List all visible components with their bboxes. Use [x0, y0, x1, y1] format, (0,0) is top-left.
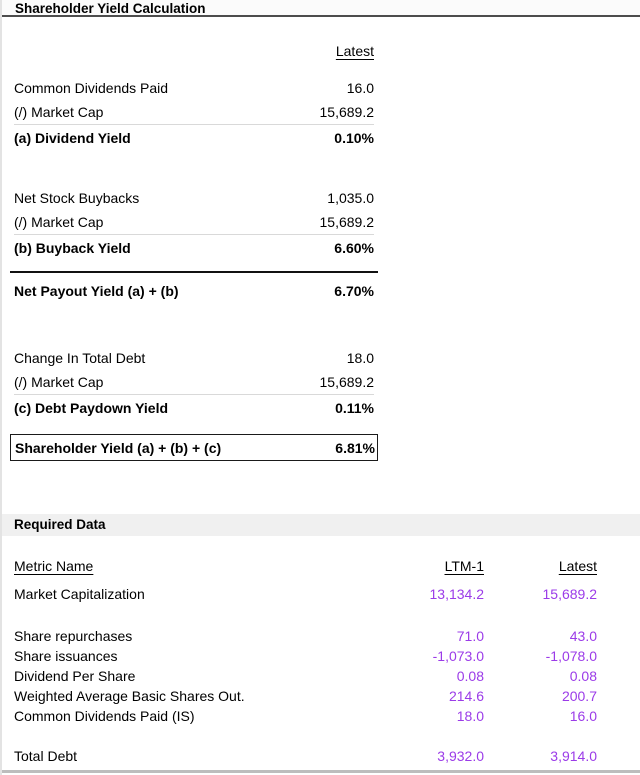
calc-row-net-buybacks — [14, 185, 374, 210]
cell-value: 0.11% — [335, 399, 374, 416]
required-block-market-cap — [14, 584, 597, 604]
calc-row-market-cap — [14, 210, 374, 235]
cell-label: Market Capitalization — [14, 586, 145, 602]
cell-value-latest: 3,914.0 — [550, 748, 597, 764]
calc-row-buyback-yield — [14, 235, 374, 260]
calc-row-common-dividends — [14, 75, 374, 100]
cell-label: (a) Dividend Yield — [14, 129, 131, 146]
required-row-total-debt — [14, 746, 597, 766]
cell-label: Share issuances — [14, 648, 118, 664]
cell-label: (c) Debt Paydown Yield — [14, 399, 169, 416]
calc-row-debt-paydown — [14, 395, 374, 420]
calc-table — [14, 17, 374, 461]
column-header-metric-name: Metric Name — [14, 558, 94, 574]
cell-value: 18.0 — [346, 349, 374, 366]
cell-value-ltm1: 71.0 — [456, 628, 484, 644]
cell-value-latest: 43.0 — [569, 628, 597, 644]
cell-label: (/) Market Cap — [14, 104, 104, 120]
cell-value-ltm1: 214.6 — [448, 688, 484, 704]
bottom-section-divider — [0, 770, 640, 773]
calc-row-change-debt — [14, 345, 374, 370]
calc-row-net-payout — [14, 283, 374, 298]
cell-value-latest: 0.08 — [569, 668, 597, 684]
cell-label: Common Dividends Paid — [14, 79, 169, 96]
dividend-yield-group — [14, 75, 374, 150]
required-row-common-dividends-is — [14, 706, 597, 726]
cell-label: (/) Market Cap — [14, 374, 104, 390]
cell-value-ltm1: 13,134.2 — [429, 586, 484, 602]
cell-value-ltm1: 0.08 — [456, 668, 484, 684]
calc-row-market-cap — [14, 100, 374, 125]
column-header-ltm1: LTM-1 — [444, 558, 484, 574]
required-row-share-issuances — [14, 646, 597, 666]
cell-label: Common Dividends Paid (IS) — [14, 708, 195, 724]
cell-label: (/) Market Cap — [14, 214, 104, 230]
cell-label: Total Debt — [14, 748, 78, 764]
column-header-latest: Latest — [558, 558, 597, 574]
cell-label: Net Stock Buybacks — [14, 189, 140, 206]
calc-row-shareholder-yield — [15, 439, 375, 456]
cell-label: Dividend Per Share — [14, 668, 136, 684]
calc-column-header-row — [14, 17, 374, 57]
cell-label: Weighted Average Basic Shares Out. — [14, 688, 245, 704]
cell-value: 6.70% — [334, 282, 374, 299]
required-row-weighted-avg-shares — [14, 686, 597, 706]
cell-value-latest: 16.0 — [569, 708, 597, 724]
required-block-shares — [14, 626, 597, 726]
cell-label: Change In Total Debt — [14, 349, 146, 366]
cell-value: 0.10% — [334, 129, 374, 146]
cell-value-latest: 200.7 — [561, 688, 597, 704]
calc-row-dividend-yield — [14, 125, 374, 150]
cell-label: Shareholder Yield (a) + (b) + (c) — [15, 439, 222, 456]
cell-value: 6.81% — [335, 439, 375, 456]
cell-value-latest: 15,689.2 — [542, 586, 597, 602]
cell-value: 6.60% — [334, 239, 374, 256]
shareholder-yield-total-box — [10, 434, 378, 461]
required-block-debt — [14, 746, 597, 766]
required-header-row — [14, 557, 597, 575]
cell-label: Net Payout Yield (a) + (b) — [14, 282, 179, 299]
calc-row-market-cap — [14, 370, 374, 395]
sheet-left-border — [0, 0, 2, 775]
debt-paydown-group — [14, 345, 374, 420]
cell-label: (b) Buyback Yield — [14, 239, 131, 256]
calc-column-header-latest: Latest — [335, 43, 374, 59]
section-header-required-data: Required Data — [0, 514, 640, 536]
required-data-table — [14, 557, 597, 766]
cell-value-ltm1: 3,932.0 — [437, 748, 484, 764]
buyback-yield-group — [14, 185, 374, 260]
net-payout-subtotal — [10, 271, 378, 298]
cell-value-latest: -1,078.0 — [545, 648, 597, 664]
required-row-share-repurchases — [14, 626, 597, 646]
section-header-shareholder-yield: Shareholder Yield Calculation — [0, 0, 640, 17]
cell-value-ltm1: 18.0 — [456, 708, 484, 724]
cell-value: 15,689.2 — [319, 214, 374, 230]
cell-value: 15,689.2 — [319, 104, 374, 120]
required-row-dividend-per-share — [14, 666, 597, 686]
cell-value: 1,035.0 — [327, 189, 374, 206]
cell-label: Share repurchases — [14, 628, 133, 644]
cell-value: 15,689.2 — [319, 374, 374, 390]
required-row-market-capitalization — [14, 584, 597, 604]
cell-value: 16.0 — [346, 79, 374, 96]
cell-value-ltm1: -1,073.0 — [432, 648, 484, 664]
